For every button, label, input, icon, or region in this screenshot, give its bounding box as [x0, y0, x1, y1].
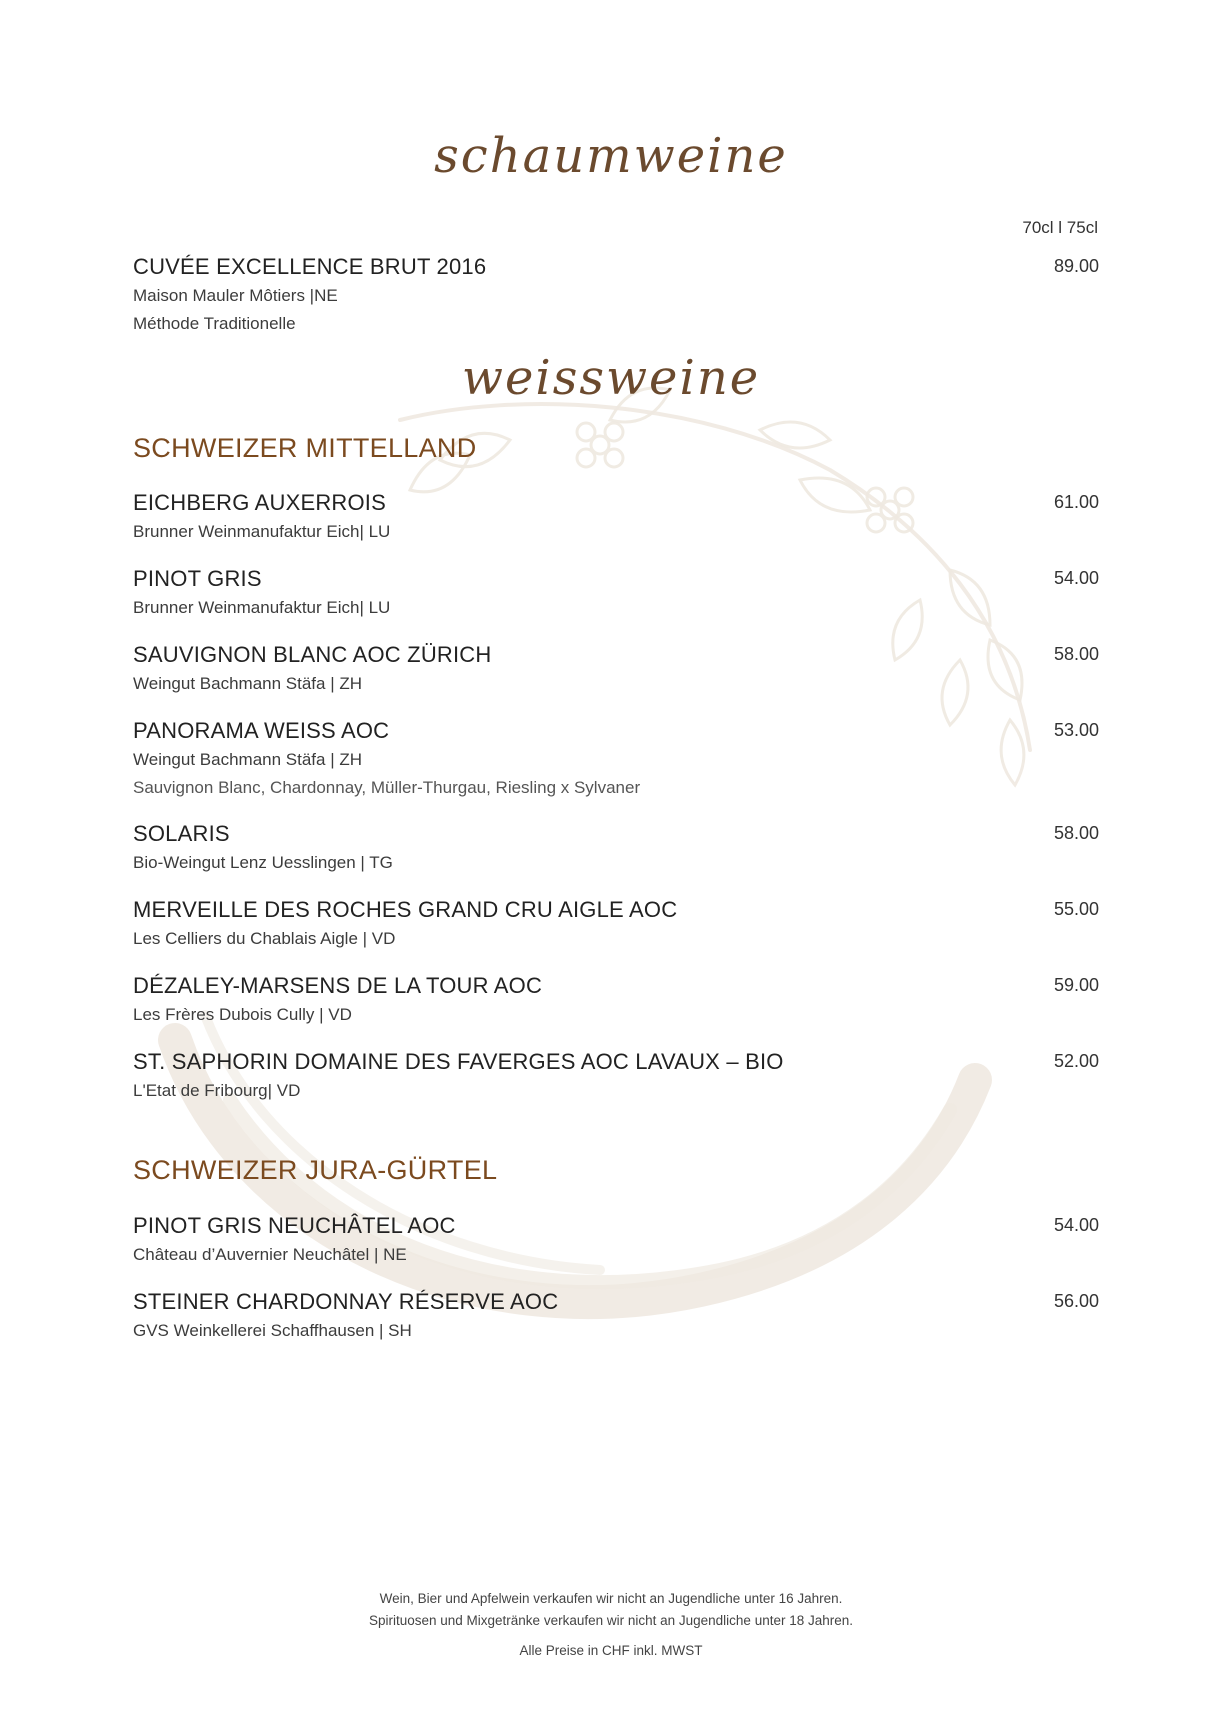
wine-name: ST. SAPHORIN DOMAINE DES FAVERGES AOC LAVAUX – BIO	[133, 1049, 784, 1074]
wine-item-steiner-chardonnay	[133, 1289, 1099, 1343]
wine-price: 58.00	[1053, 644, 1099, 664]
wine-name: PANORAMA WEISS AOC	[133, 718, 390, 743]
wine-producer: Château d’Auvernier Neuchâtel | NE	[133, 1245, 407, 1264]
wine-price: 55.00	[1053, 899, 1099, 919]
wine-item-cuvee-excellence	[133, 254, 1099, 336]
wine-price: 52.00	[1053, 1051, 1099, 1071]
wine-grapes: Sauvignon Blanc, Chardonnay, Müller-Thurgau, Riesling x Sylvaner	[133, 778, 641, 797]
wine-name: DÉZALEY-MARSENS DE LA TOUR AOC	[133, 973, 543, 998]
region-heading-mittelland: SCHWEIZER MITTELLAND	[133, 433, 477, 463]
wine-item-sauvignon-blanc	[133, 642, 1099, 696]
wine-item-pinot-gris-neuchatel	[133, 1213, 1099, 1267]
footer-age-notice-18: Spirituosen und Mixgetränke verkaufen wir nicht an Jugendliche unter 18 Jahren.	[368, 1613, 854, 1628]
wine-price: 56.00	[1053, 1291, 1099, 1311]
wine-producer: Les Frères Dubois Cully | VD	[133, 1005, 352, 1024]
wine-producer: L'Etat de Fribourg| VD	[133, 1081, 301, 1100]
wine-name: PINOT GRIS	[133, 566, 262, 591]
wine-item-pinot-gris	[133, 566, 1099, 620]
footer-age-notice-16: Wein, Bier und Apfelwein verkaufen wir nicht an Jugendliche unter 16 Jahren.	[379, 1591, 843, 1606]
section-title-sparkling-wines: schaumweine	[434, 128, 788, 184]
wine-item-dezaley-marsens	[133, 973, 1099, 1027]
wine-name: STEINER CHARDONNAY RÉSERVE AOC	[133, 1289, 559, 1314]
wine-item-st-saphorin	[133, 1049, 1099, 1103]
wine-producer: Maison Mauler Môtiers |NE	[133, 286, 338, 305]
wine-price: 61.00	[1053, 492, 1099, 512]
wine-price: 59.00	[1053, 975, 1099, 995]
wine-name: SAUVIGNON BLANC AOC ZÜRICH	[133, 642, 492, 667]
section-title-white-wines: weissweine	[461, 350, 761, 406]
wine-price: 54.00	[1053, 1215, 1099, 1235]
wine-producer: Brunner Weinmanufaktur Eich| LU	[133, 598, 391, 617]
wine-producer: GVS Weinkellerei Schaffhausen | SH	[133, 1321, 412, 1340]
wine-name: EICHBERG AUXERROIS	[133, 490, 386, 515]
wine-name: CUVÉE EXCELLENCE BRUT 2016	[133, 254, 487, 279]
bottle-size-header: 70cl l 75cl	[1022, 218, 1098, 237]
wine-method: Méthode Traditionelle	[133, 314, 296, 333]
wine-name: SOLARIS	[133, 821, 230, 846]
wine-item-solaris	[133, 821, 1099, 875]
wine-producer: Les Celliers du Chablais Aigle | VD	[133, 929, 396, 948]
wine-name: MERVEILLE DES ROCHES GRAND CRU AIGLE AOC	[133, 897, 678, 922]
wine-producer: Weingut Bachmann Stäfa | ZH	[133, 750, 362, 769]
wine-item-panorama-weiss	[133, 718, 1099, 800]
wine-item-eichberg-auxerrois	[133, 490, 1099, 544]
wine-producer: Weingut Bachmann Stäfa | ZH	[133, 674, 362, 693]
wine-price: 54.00	[1053, 568, 1099, 588]
footer-price-note: Alle Preise in CHF inkl. MWST	[519, 1643, 703, 1658]
wine-producer: Brunner Weinmanufaktur Eich| LU	[133, 522, 391, 541]
wine-price: 53.00	[1053, 720, 1099, 740]
region-heading-jura-guertel: SCHWEIZER JURA-GÜRTEL	[133, 1155, 498, 1185]
wine-producer: Bio-Weingut Lenz Uesslingen | TG	[133, 853, 393, 872]
wine-price: 58.00	[1053, 823, 1099, 843]
wine-price: 89.00	[1053, 256, 1099, 276]
wine-name: PINOT GRIS NEUCHÂTEL AOC	[133, 1213, 456, 1238]
wine-item-merveille-des-roches	[133, 897, 1099, 951]
